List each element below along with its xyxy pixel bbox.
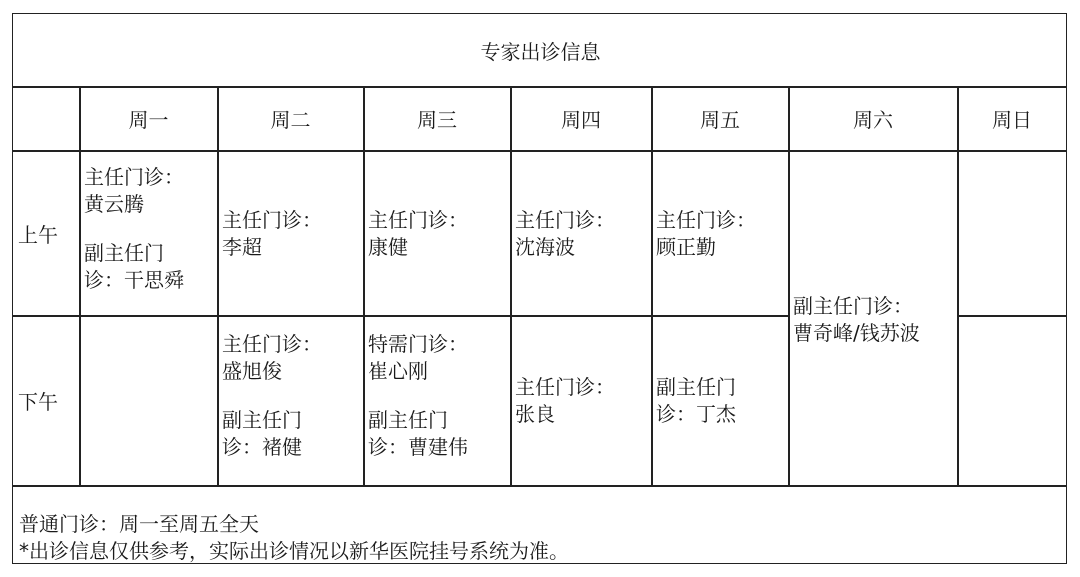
doctor-name: 诊：干思舜 [84, 268, 184, 292]
doctor-name: 李超 [222, 235, 262, 259]
cell-am-thu [515, 207, 615, 261]
cell-am-wed [368, 207, 468, 261]
clinic-type: 副主任门 [84, 241, 164, 265]
day-header-fri: 周五 [700, 108, 740, 132]
clinic-type: 主任门诊： [222, 332, 322, 356]
period-pm-label: 下午 [18, 390, 58, 414]
row-divider [13, 150, 1066, 152]
day-header-sun: 周日 [992, 108, 1032, 132]
cell-pm-thu [515, 374, 615, 428]
clinic-type: 副主任门 [222, 408, 302, 432]
clinic-type: 主任门诊： [222, 208, 322, 232]
cell-pm-wed [368, 331, 468, 461]
clinic-type: 主任门诊： [368, 208, 468, 232]
disclaimer-note: *出诊信息仅供参考，实际出诊情况以新华医院挂号系统为准。 [19, 539, 569, 563]
doctor-name: 崔心刚 [368, 359, 428, 383]
doctor-name: 顾正勤 [656, 235, 716, 259]
cell-am-fri [656, 207, 756, 261]
cell-pm-fri [656, 374, 736, 428]
cell-am-mon [84, 164, 184, 294]
cell-sat [793, 293, 920, 347]
row-divider [13, 315, 789, 317]
schedule-table [12, 13, 1067, 564]
row-divider [958, 315, 1066, 317]
doctor-name: 张良 [515, 402, 555, 426]
doctor-name: 沈海波 [515, 235, 575, 259]
day-header-wed: 周三 [417, 108, 457, 132]
doctor-name: 盛旭俊 [222, 359, 282, 383]
clinic-type: 主任门诊： [515, 375, 615, 399]
clinic-type: 副主任门诊： [793, 294, 913, 318]
clinic-type: 特需门诊： [368, 332, 468, 356]
doctor-name: 康健 [368, 235, 408, 259]
row-divider [13, 485, 1066, 487]
period-am-label: 上午 [18, 222, 58, 247]
clinic-type: 主任门诊： [515, 208, 615, 232]
clinic-type: 副主任门 [368, 408, 448, 432]
doctor-name: 曹奇峰/钱苏波 [793, 321, 920, 345]
doctor-name: 黄云腾 [84, 192, 144, 216]
general-clinic-note: 普通门诊：周一至周五全天 [19, 512, 259, 536]
clinic-type: 副主任门 [656, 375, 736, 399]
doctor-name: 诊：曹建伟 [368, 435, 468, 459]
day-header-thu: 周四 [561, 108, 601, 132]
doctor-name: 诊：褚健 [222, 435, 302, 459]
clinic-type: 主任门诊： [84, 165, 184, 189]
footer-notes [19, 511, 569, 565]
doctor-name: 诊：丁杰 [656, 402, 736, 426]
day-header-tue: 周二 [270, 108, 311, 132]
table-title: 专家出诊信息 [480, 40, 601, 64]
clinic-type: 主任门诊： [656, 208, 756, 232]
day-header-sat: 周六 [853, 108, 893, 132]
cell-am-tue [222, 207, 322, 261]
day-header-mon: 周一 [128, 108, 169, 132]
cell-pm-tue [222, 331, 322, 461]
